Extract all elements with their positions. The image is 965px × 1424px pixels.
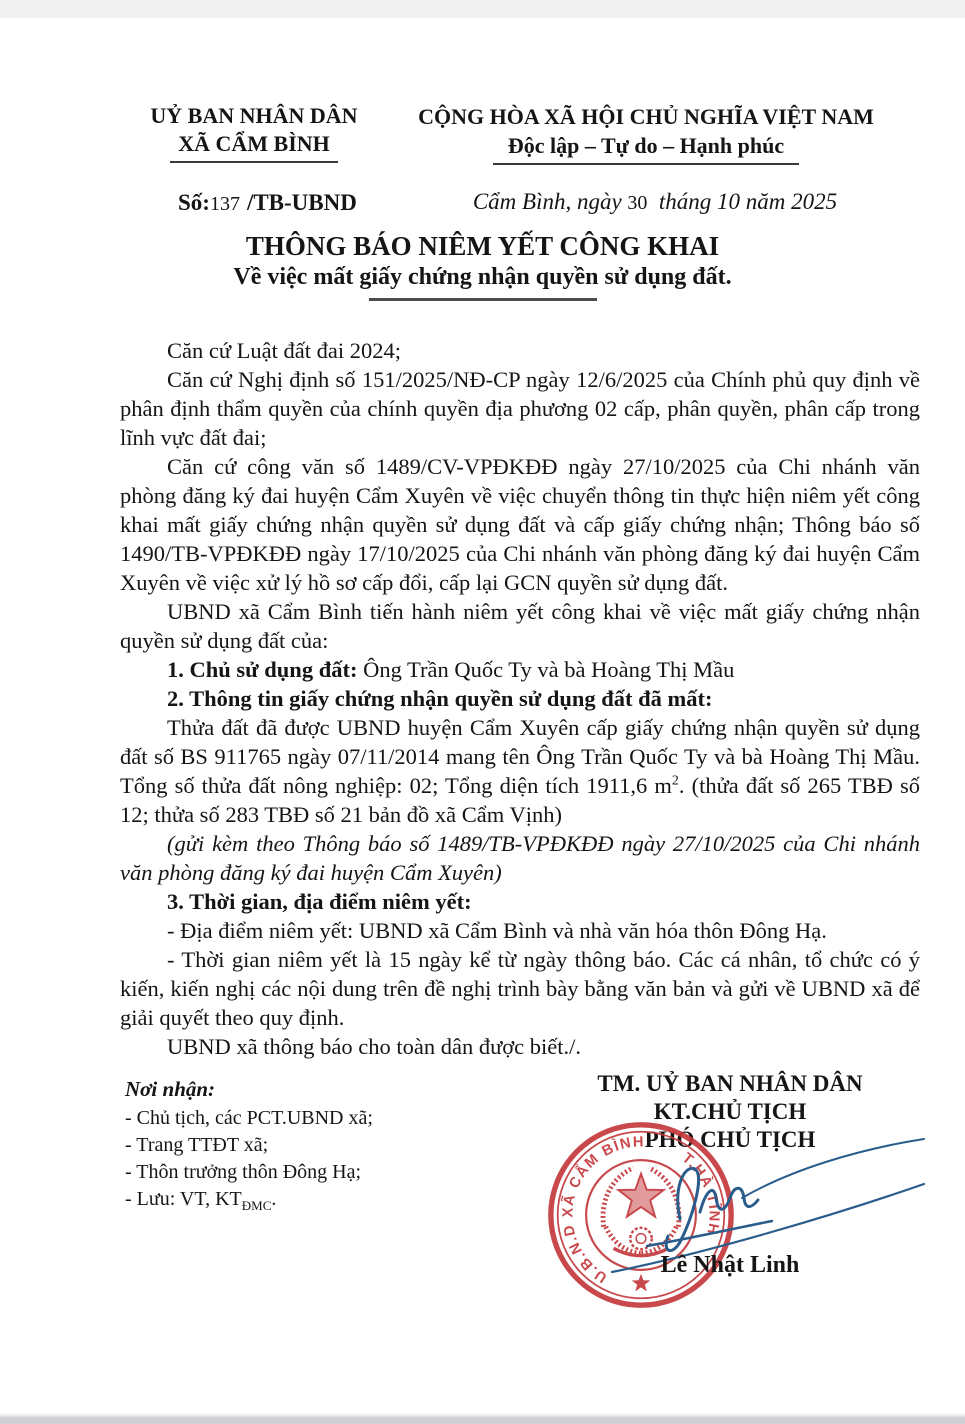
motto-underline <box>493 163 799 165</box>
doc-number-suffix: /TB-UBND <box>246 190 357 215</box>
issuer-name-line2: XÃ CẨM BÌNH <box>178 131 330 156</box>
paragraph-legal-basis-3: Căn cứ công văn số 1489/CV-VPĐKĐĐ ngày 27/10/2025 của Chi nhánh văn phòng đăng ký đai huyện Cẩm Xuyên về việc chuyển thông tin thực hiện niêm yết công khai mất giấy chứng nhận quyền sử dụng đất và cấp giấy chứng nhận; Thông báo số 1490/TB-VPĐKĐĐ ngày 17/10/2025 của Chi nhánh văn phòng đăng ký đai huyện Cẩm Xuyên về việc xử lý hồ sơ cấp đổi, cấp lại GCN quyền sử dụng đất. <box>120 454 920 595</box>
paragraph-closing: UBND xã thông báo cho toàn dân được biết./. <box>167 1034 582 1059</box>
paragraph-attachment-note: (gửi kèm theo Thông báo số 1489/TB-VPĐKĐĐ ngày 27/10/2025 của Chi nhánh văn phòng đăng ký đai huyện Cẩm Xuyên) <box>120 831 920 885</box>
paragraph-certificate-info <box>120 713 920 829</box>
date-day-value: 30 <box>627 192 648 214</box>
signer-name: Lê Nhật Linh <box>660 1252 800 1278</box>
archive-subscript: ĐMC <box>241 1198 272 1213</box>
viewer-top-strip <box>0 0 965 18</box>
section-2-heading <box>120 684 920 713</box>
viewer-bottom-strip <box>0 1413 965 1424</box>
document-body <box>120 336 920 1061</box>
national-motto-line1: CỘNG HÒA XÃ HỘI CHỦ NGHĨA VIỆT NAM <box>418 104 874 129</box>
section-3-label: 3. Thời gian, địa điểm niêm yết: <box>167 889 472 914</box>
seal-arc-text-right: T.HÀ TĨNH <box>678 1150 722 1237</box>
recipient-item: - Trang TTĐT xã; <box>125 1134 269 1156</box>
signing-line-tm: TM. UỶ BAN NHÂN DÂN <box>597 1071 863 1096</box>
recipient-item: - Thôn trưởng thôn Đông Hạ; <box>125 1161 362 1183</box>
issuer-name-line1: UỶ BAN NHÂN DÂN <box>150 103 358 128</box>
document-number <box>178 190 357 216</box>
archive-pre: - Lưu: VT, KT <box>125 1188 242 1210</box>
section-1-value: Ông Trần Quốc Ty và bà Hoàng Thị Mầu <box>357 657 735 682</box>
section-2-label: 2. Thông tin giấy chứng nhận quyền sử dụng đất đã mất: <box>167 686 713 711</box>
document-subtitle: Về việc mất giấy chứng nhận quyền sử dụng đất. <box>233 264 732 290</box>
recipient-item-archive <box>125 1186 455 1219</box>
signing-line-title: PHÓ CHỦ TỊCH <box>644 1127 816 1152</box>
place-and-date <box>430 189 880 215</box>
certificate-info-text: Thửa đất đã được UBND huyện Cẩm Xuyên cấp giấy chứng nhận quyền sử dụng đất số BS 911765 ngày 07/11/2014 mang tên Ông Trần Quốc Ty và bà Hoàng Thị Mầu. Tổng số thửa đất nông nghiệp: 02; Tổng diện tích 1911,6 m <box>120 715 920 798</box>
recipients-block <box>125 1076 455 1219</box>
seal-arc-text-left: U.B.N.D XÃ CẨM BÌNH <box>560 1134 646 1286</box>
document-title-block <box>0 230 965 301</box>
signing-line-kt: KT.CHỦ TỊCH <box>653 1099 807 1124</box>
recipients-heading: Nơi nhận: <box>125 1077 216 1101</box>
section-1-label: 1. Chủ sử dụng đất: <box>167 657 358 682</box>
place-date-pre: Cẩm Bình, ngày <box>472 189 622 214</box>
section-1-land-user <box>120 655 920 684</box>
square-meter-superscript: 2 <box>671 773 679 789</box>
issuing-authority-block <box>118 102 390 163</box>
issuer-underline <box>170 161 338 163</box>
certificate-info-parcels: . (thửa đất số 265 TBĐ số 12; thửa số 283 TBĐ số 21 bản đồ xã Cẩm Vịnh) <box>120 773 920 827</box>
section-3-heading <box>120 887 920 916</box>
recipient-item: - Chủ tịch, các PCT.UBND xã; <box>125 1107 373 1129</box>
paragraph-posting-location: - Địa điểm niêm yết: UBND xã Cẩm Bình và nhà văn hóa thôn Đông Hạ. <box>167 918 827 943</box>
paragraph-posting-duration: - Thời gian niêm yết là 15 ngày kể từ ngày thông báo. Các cá nhân, tổ chức có ý kiến, kiến nghị các nội dung trên đề nghị trình bày bằng văn bản và gửi về UBND xã để giải quyết theo quy định. <box>120 947 920 1030</box>
national-header-block <box>412 102 880 165</box>
place-date-post: tháng 10 năm 2025 <box>658 189 838 214</box>
doc-number-prefix: Số: <box>178 190 210 215</box>
archive-post: . <box>271 1188 277 1210</box>
doc-number-value: 137 <box>209 193 240 215</box>
paragraph-legal-basis-1: Căn cứ Luật đất đai 2024; <box>167 338 402 363</box>
paragraph-announcement: UBND xã Cẩm Bình tiến hành niêm yết công khai về việc mất giấy chứng nhận quyền sử dụng đất của: <box>120 599 920 653</box>
document-title: THÔNG BÁO NIÊM YẾT CÔNG KHAI <box>245 231 720 261</box>
title-underline <box>369 298 597 301</box>
paragraph-legal-basis-2: Căn cứ Nghị định số 151/2025/NĐ-CP ngày 12/6/2025 của Chính phủ quy định về phân định thẩm quyền của chính quyền địa phương 02 cấp, phân quyền, phân cấp trong lĩnh vực đất đai; <box>120 367 920 450</box>
national-motto-line2: Độc lập – Tự do – Hạnh phúc <box>507 133 785 158</box>
